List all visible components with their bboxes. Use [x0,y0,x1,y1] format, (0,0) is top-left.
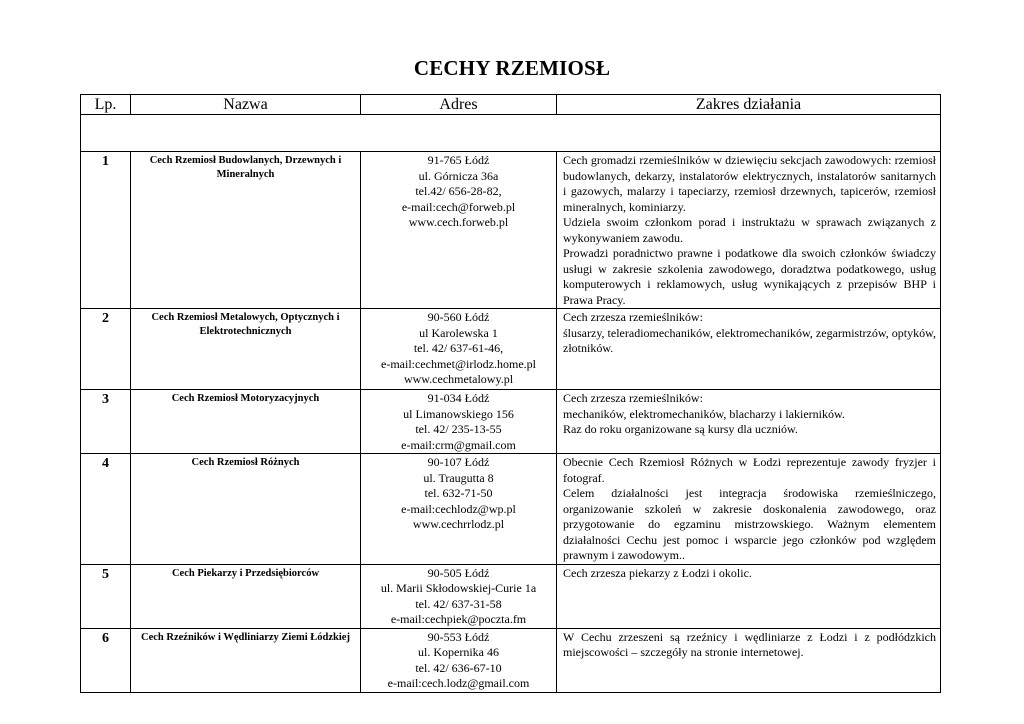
email: e-mail:cech@forweb.pl [401,199,516,214]
description-paragraph: Cech zrzesza rzemieślników: [563,310,703,324]
guild-description [557,152,941,309]
header-adres: Adres [361,95,557,115]
description-paragraph: Celem działalności jest integracja środowiska rzemieślniczego, organizowanie szkoleń w zakresie doskonalenia zawodowego, oraz przygotowanie do egzaminu mistrzowskiego. Ważnym elementem działalności Cechu jest pomoc i wsparcie jego członków pod względem prawnym i zawodowym.. [563,486,936,562]
table-row [81,564,941,628]
guild-name: Cech Rzemiosł Różnych [131,454,361,565]
address-line: ul. Górnicza 36a [418,168,499,183]
guild-description [557,564,941,628]
row-number: 1 [81,152,131,309]
table-row [81,454,941,565]
address-line: ul. Marii Skłodowskiej-Curie 1a [380,581,537,595]
description-paragraph: Obecnie Cech Rzemiosł Różnych w Łodzi reprezentuje zawody fryzjer i fotograf. [563,455,936,485]
guild-name: Cech Rzeźników i Wędliniarzy Ziemi Łódzkiej [131,628,361,692]
description-paragraph: Cech gromadzi rzemieślników w dziewięciu sekcjach zawodowych: rzemiosł budowlanych, dekarzy, instalatorów elektrycznych, instalatorów sanitarnych i gazowych, malarzy i tapeciarzy, rzemiosł drzewnych, tapicerów, rzemiosł mineralnych, kominiarzy. [563,153,936,214]
website: www.cechmetalowy.pl [403,372,514,386]
guild-name: Cech Rzemiosł Budowlanych, Drzewnych i Mineralnych [131,152,361,309]
page-title: CECHY RZEMIOSŁ [413,56,611,80]
header-zakres: Zakres działania [557,95,941,115]
email: e-mail:cech.lodz@gmail.com [387,676,530,690]
description-paragraph: mechaników, elektromechaników, blacharzy i lakierników. [563,406,845,421]
header-nazwa: Nazwa [131,95,361,115]
address-line: ul. Traugutta 8 [423,470,494,485]
guild-name: Cech Rzemiosł Motoryzacyjnych [131,390,361,454]
guild-address [361,390,557,454]
phone: tel. 42/ 636-67-10 [415,660,502,675]
table-row [81,152,941,309]
email: e-mail:cechlodz@wp.pl [401,501,516,516]
website: www.cechrrlodz.pl [412,517,505,531]
description-paragraph: Cech zrzesza piekarzy z Łodzi i okolic. [563,565,752,580]
description-paragraph: W Cechu zrzeszeni są rzeźnicy i wędliniarze z Łodzi i z podłódzkich miejscowości – szczegóły na stronie internetowej. [563,629,936,659]
address-line: 90-553 Łódź [427,629,490,644]
table-row [81,309,941,390]
guild-address [361,309,557,390]
email: e-mail:cechpiek@poczta.fm [390,612,527,626]
address-line: ul Karolewska 1 [419,325,498,340]
description-paragraph: Raz do roku organizowane są kursy dla uczniów. [563,422,798,436]
address-line: 90-560 Łódź [427,310,490,324]
guild-address [361,152,557,309]
description-paragraph: ślusarzy, teleradiomechaników, elektromechaników, zegarmistrzów, optyków, złotników. [563,325,936,355]
website: www.cech.forweb.pl [408,215,509,229]
phone: tel. 42/ 637-31-58 [415,596,502,611]
guild-description [557,628,941,692]
guild-description [557,309,941,390]
header-lp: Lp. [81,95,131,115]
row-number: 2 [81,309,131,390]
guild-description [557,390,941,454]
guild-address [361,454,557,565]
email: e-mail:cechmet@irlodz.home.pl [381,356,536,371]
guild-description [557,454,941,565]
table-row [81,390,941,454]
description-paragraph: Cech zrzesza rzemieślników: [563,391,703,405]
table-header-row [81,95,941,115]
phone: tel. 42/ 637-61-46, [413,341,504,355]
empty-row [81,115,941,152]
row-number: 4 [81,454,131,565]
address-line: 91-034 Łódź [427,391,490,405]
phone: tel. 42/ 235-13-55 [415,422,502,436]
address-line: 91-765 Łódź [427,153,490,167]
guild-name: Cech Rzemiosł Metalowych, Optycznych i Elektrotechnicznych [131,309,361,390]
address-line: ul. Kopernika 46 [418,645,499,659]
address-line: 90-107 Łódź [427,455,490,469]
guilds-table [80,94,941,693]
row-number: 3 [81,390,131,454]
guild-name: Cech Piekarzy i Przedsiębiorców [131,564,361,628]
row-number: 6 [81,628,131,692]
phone: tel. 632-71-50 [424,486,493,500]
table-row [81,628,941,692]
email: e-mail:crm@gmail.com [401,437,516,452]
guild-address [361,628,557,692]
phone: tel.42/ 656-28-82, [415,184,502,198]
row-number: 5 [81,564,131,628]
guild-address [361,564,557,628]
description-paragraph: Prowadzi poradnictwo prawne i podatkowe dla swoich członków świadczy usługi w zakresie szkolenia zawodowego, doradztwa podatkowego, usług komputerowych i reklamowych, usług wynikających z przepisów BHP i Prawa Pracy. [563,246,936,307]
address-line: ul Limanowskiego 156 [403,406,514,421]
description-paragraph: Udziela swoim członkom porad i instruktażu w sprawach związanych z wykonywaniem zawodu. [563,215,936,245]
address-line: 90-505 Łódź [427,565,490,580]
